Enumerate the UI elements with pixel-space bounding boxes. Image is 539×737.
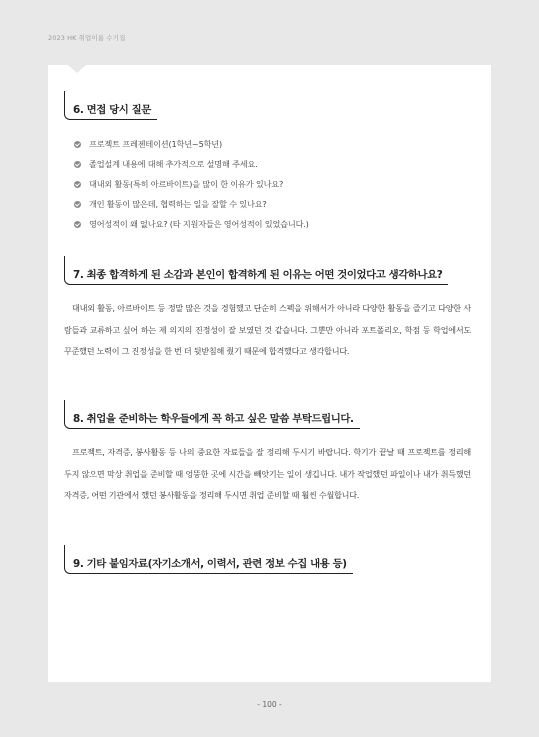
list-item-text: 개인 활동이 많은데, 협력하는 일을 잘할 수 있나요? — [89, 199, 267, 209]
running-header: 2023 HK 취업이룸 수기집 — [48, 34, 126, 42]
section-title: 6. 면접 당시 질문 — [73, 104, 151, 116]
document-page — [48, 65, 491, 682]
page-number: - 100 - — [257, 700, 282, 709]
section-advice — [64, 407, 471, 507]
list-item — [74, 214, 471, 234]
list-item — [74, 154, 471, 174]
check-circle-icon — [74, 141, 81, 148]
page-tab-notch — [68, 65, 86, 73]
section-title: 9. 기타 붙임자료(자기소개서, 이력서, 관련 정보 수집 내용 등) — [73, 558, 347, 570]
section-interview-questions — [64, 98, 471, 234]
list-item-text: 프로젝트 프레젠테이션(1학년~5학년) — [89, 139, 222, 149]
section-body-text: 프로젝트, 자격증, 봉사활동 등 나의 중요한 자료들을 잘 정리해 두시기 바랍니다. 학기가 끝날 때 프로젝트를 정리해 두지 않으면 막상 취업을 준비할 때 엉뚱한 곳에 시간을 빼앗기는 일이 생깁니다. 내가 작업했던 파일이나 내가 취득했던 자격증, 어떤 기관에서 했던 봉사활동을 정리해 두시면 취업 준비할 때 훨씬 수월합니다. — [64, 447, 471, 501]
section-body-text: 대내외 활동, 아르바이트 등 정말 많은 것을 경험했고 단순히 스펙을 위해서가 아니라 다양한 활동을 즐기고 다양한 사람들과 교류하고 싶어 하는 제 의지의 진정성이 잘 보였던 것 같습니다. 그뿐만 아니라 포트폴리오, 학점 등 학업에서도 꾸준했던 노력이 그 진정성을 한 번 더 뒷받침해 줬기 때문에 합격했다고 생각합니다. — [64, 303, 471, 357]
check-circle-icon — [74, 221, 81, 228]
section-heading-frame — [64, 263, 448, 285]
section-heading-frame — [64, 552, 353, 574]
list-item — [74, 194, 471, 214]
check-circle-icon — [74, 161, 81, 168]
list-item-text: 졸업설계 내용에 대해 추가적으로 설명해 주세요. — [89, 159, 258, 169]
section-heading-frame — [64, 407, 360, 429]
check-circle-icon — [74, 181, 81, 188]
list-item — [74, 134, 471, 154]
list-item-text: 대내외 활동(특히 아르바이트)을 많이 한 이유가 있나요? — [89, 179, 284, 189]
check-circle-icon — [74, 201, 81, 208]
list-item — [74, 174, 471, 194]
section-heading-frame — [64, 98, 157, 120]
section-attachments — [64, 552, 471, 574]
section-title: 8. 취업을 준비하는 학우들에게 꼭 하고 싶은 말씀 부탁드립니다. — [73, 413, 354, 425]
list-item-text: 영어성적이 왜 없나요? (타 지원자들은 영어성적이 있었습니다.) — [89, 219, 309, 229]
question-list — [64, 134, 471, 234]
section-acceptance-reflection — [64, 263, 471, 363]
section-title: 7. 최종 합격하게 된 소감과 본인이 합격하게 된 이유는 어떤 것이었다고 생각하나요? — [73, 269, 443, 281]
